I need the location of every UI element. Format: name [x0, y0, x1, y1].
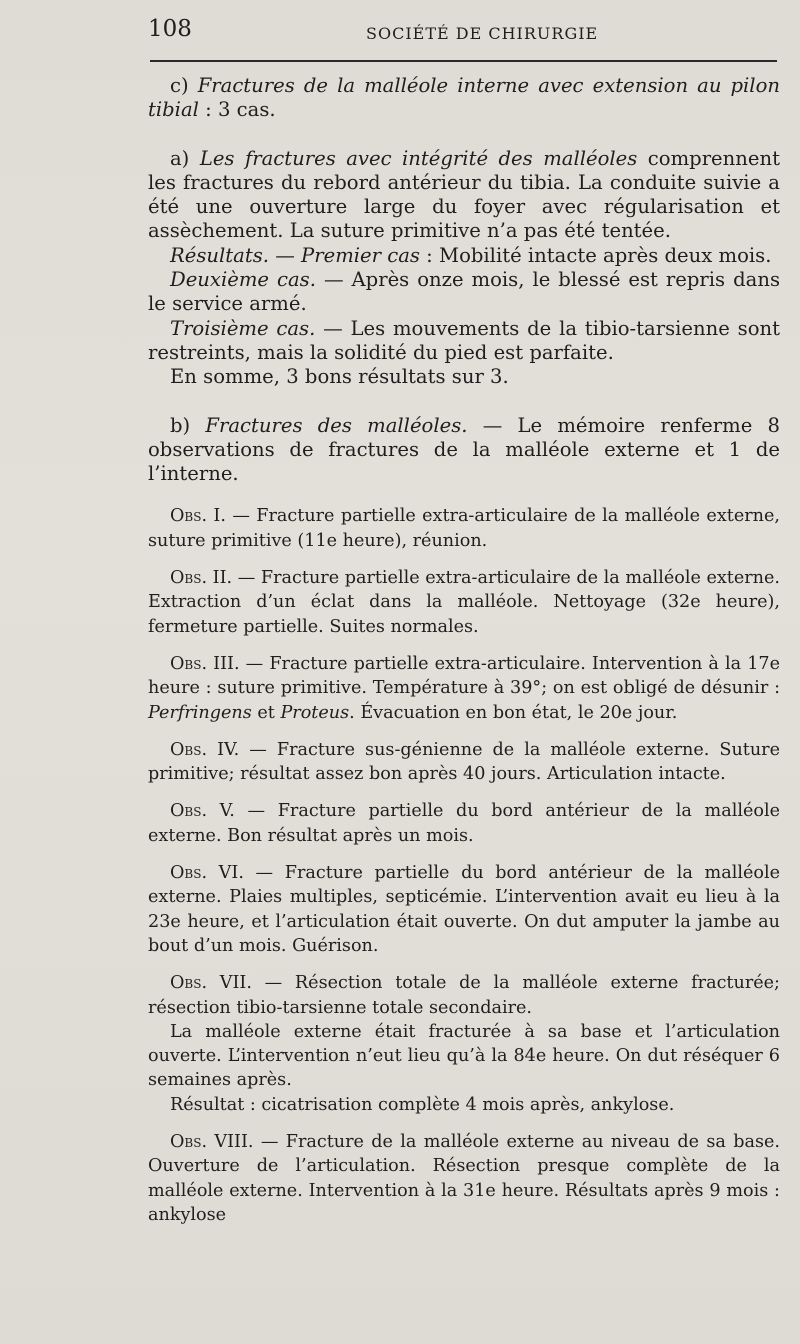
section-a-title: Les fractures avec intégrité des malléoles — [199, 146, 638, 170]
germ-name: Proteus — [280, 702, 350, 723]
observation-label: Obs. VII. — [170, 973, 252, 994]
section-a-text: comprennent les fractures du rebord antérieur du tibia. La conduite suivie a été une ouverture large du foyer avec régularisation et assèchement. La suture primitive n’a pas été tentée. — [148, 146, 780, 243]
observation-label: Obs. VI. — [170, 863, 244, 884]
result-2 — [148, 268, 780, 317]
results-summary: En somme, 3 bons résultats sur 3. — [170, 365, 509, 389]
section-c-paragraph — [148, 74, 780, 123]
observation-label: Obs. I. — [170, 506, 226, 527]
observation-label: Obs. IV. — [170, 739, 240, 760]
observation-8 — [148, 1130, 780, 1227]
observation-text: — Fracture partielle du bord antérieur de la malléole externe. Bon résultat après un mois. — [148, 801, 780, 846]
running-title: SOCIÉTÉ DE CHIRURGIE — [366, 24, 599, 43]
section-b-paragraph — [148, 414, 780, 487]
observation-4 — [148, 738, 780, 787]
result-1-label: Résultats. — Premier cas — [170, 243, 420, 267]
observation-2 — [148, 566, 780, 639]
observation-text: — Fracture de la malléole externe au niveau de sa base. Ouverture de l’articulation. Résection presque complète de la malléole externe. Intervention à la 31e heure. Résultats après 9 mois : ankylose — [148, 1131, 781, 1225]
observation-label: Obs. II. — [170, 568, 233, 589]
observation-label: Obs. VIII. — [170, 1131, 254, 1152]
observation-7-result: Résultat : cicatrisation complète 4 mois après, ankylose. — [170, 1094, 675, 1115]
germ-name: Perfringens — [148, 702, 252, 723]
result-3-label: Troisième cas. — [170, 316, 316, 340]
observation-text: — Fracture sus-génienne de la malléole externe. Suture primitive; résultat assez bon après 40 jours. Articulation intacte. — [148, 739, 780, 785]
section-c-label: c) — [170, 74, 198, 97]
section-a-label: a) — [170, 146, 200, 170]
result-2-label: Deuxième cas. — [170, 268, 316, 292]
observation-7 — [148, 971, 780, 1020]
result-2-text: — Après onze mois, le blessé est repris dans le service armé. — [148, 268, 780, 316]
observation-text: — Fracture partielle extra-articulaire de la malléole externe. Extraction d’un éclat dans la malléole. Nettoyage (32e heure), fermeture partielle. Suites normales. — [148, 568, 781, 637]
section-b-label: b) — [170, 413, 206, 437]
section-b-text: — Le mémoire renferme 8 observations de fractures de la malléole externe et 1 de l’interne. — [148, 413, 780, 486]
observation-text: — Fracture partielle du bord antérieur de la malléole externe. Plaies multiples, septicémie. L’intervention avait eu lieu à la 23e heure, et l’articulation était ouverte. On dut amputer la jambe au bout d’un mois. Guérison. — [148, 863, 780, 956]
header-rule — [150, 60, 777, 62]
observation-5 — [148, 799, 780, 848]
observations-list — [148, 504, 780, 1227]
observation-label: Obs. V. — [170, 801, 235, 822]
section-c-title: Fractures de la malléole interne avec extension au pilon tibial — [148, 74, 780, 122]
page-number: 108 — [148, 16, 192, 42]
result-3-text: — Les mouvements de la tibio-tarsienne sont restreints, mais la solidité du pied est parfaite. — [148, 316, 780, 364]
section-a-paragraph — [148, 147, 780, 244]
result-3 — [148, 317, 780, 366]
body-text — [148, 74, 780, 1227]
observation-text: — Fracture partielle extra-articulaire de la malléole externe, suture primitive (11e heure), réunion. — [148, 506, 780, 551]
observation-text: et — [251, 702, 281, 723]
result-1 — [148, 244, 780, 268]
observation-text: — Résection totale de la malléole externe fracturée; résection tibio-tarsienne totale secondaire. — [148, 973, 780, 1018]
observation-7-detail: La malléole externe était fracturée à sa base et l’articulation ouverte. L’intervention n’eut lieu qu’à la 84e heure. On dut réséquer 6 semaines après. — [148, 1021, 780, 1091]
page-header — [148, 10, 778, 50]
observation-label: Obs. III. — [170, 653, 240, 674]
observation-1 — [148, 504, 780, 553]
observation-3 — [148, 652, 780, 725]
result-1-text: : Mobilité intacte après deux mois. — [419, 243, 772, 267]
observation-6 — [148, 861, 780, 958]
observation-text: — Fracture partielle extra-articulaire. Intervention à la 17e heure : suture primitive. Température à 39°; on est obligé de désunir : — [148, 653, 780, 699]
section-c-tail: : 3 cas. — [198, 98, 276, 122]
observation-text: . Évacuation en bon état, le 20e jour. — [349, 702, 678, 723]
section-b-title: Fractures des malléoles. — [205, 413, 468, 437]
